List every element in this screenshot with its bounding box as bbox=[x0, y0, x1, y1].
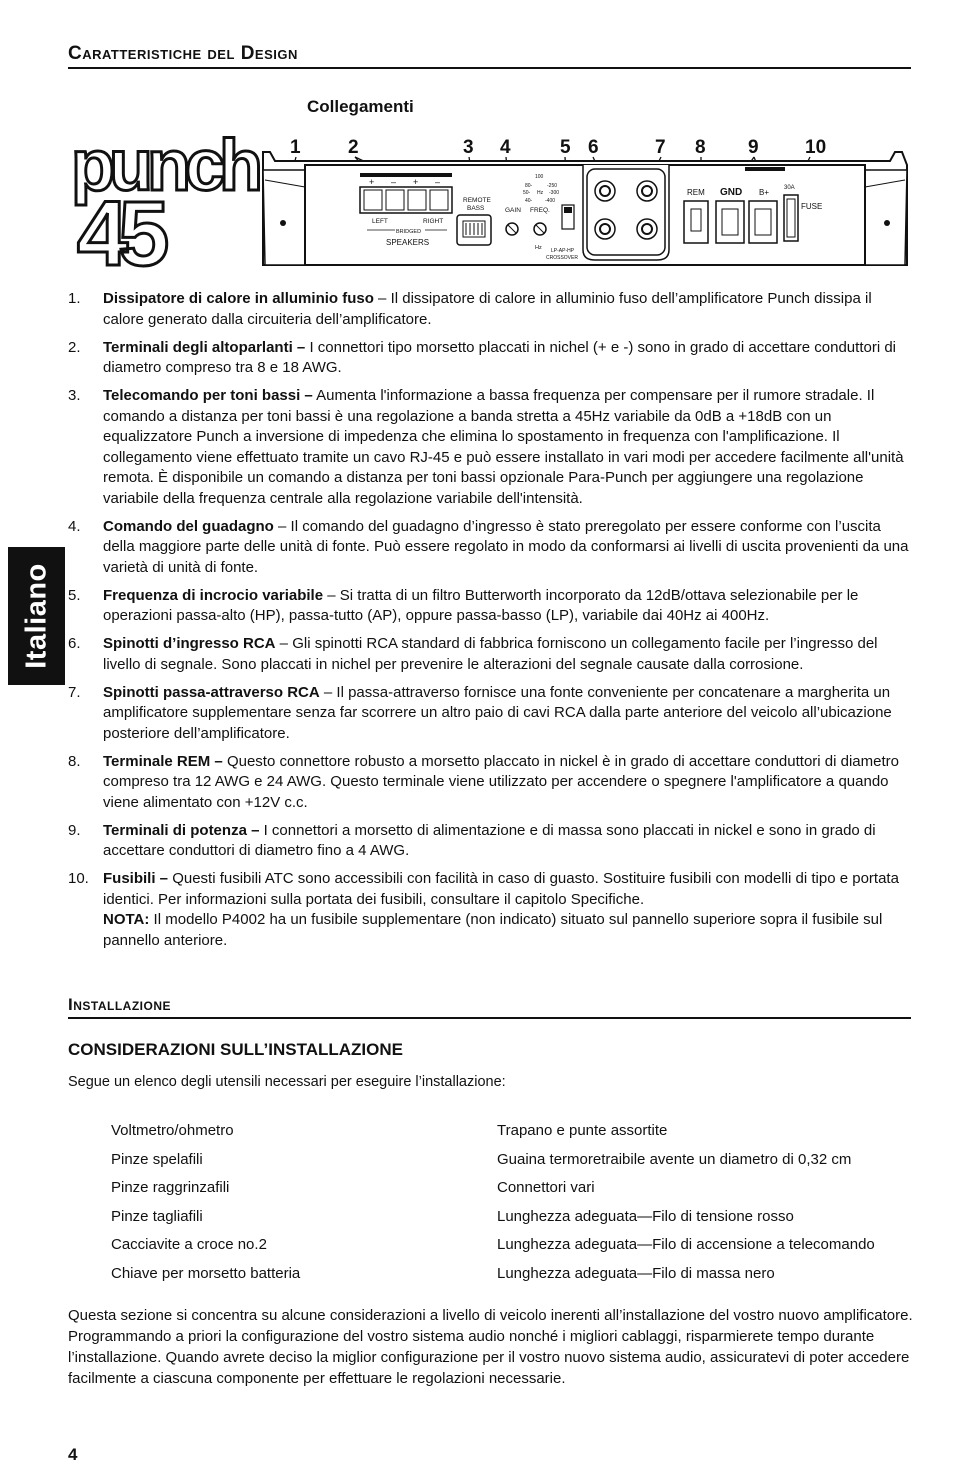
freq-label: FREQ. bbox=[530, 207, 550, 214]
callout-8: 8 bbox=[695, 137, 706, 158]
item-text: Aumenta l'informazione a bassa frequenza per compensare per il rumore stradale. Il comando a distanza per toni bassi è una regolazione a banda stretta a 45Hz variabile da 0dB a +18dB con un equalizzatore Punch a inversione di impedenza che elimina lo spostamento in frequenza con l'amplificazione. Il collegamento viene effettuato tramite un cavo RJ-45 e può essere installato in vari modi per accedere facilmente all'unità remota. È disponibile un comando a distanza per toni bassi opzionale Para-Punch per aggiungere una regolazione variabile della frequenza centrale alla regolazione variabile dell'intensità. bbox=[103, 387, 904, 507]
scale-80: 80- bbox=[525, 183, 533, 189]
callout-5: 5 bbox=[560, 137, 571, 158]
section-header-install bbox=[68, 995, 911, 1019]
tool-item: Lunghezza adeguata—Filo di massa nero bbox=[497, 1264, 775, 1282]
item-number: 10. bbox=[68, 870, 89, 887]
tool-item: Pinze tagliafili bbox=[111, 1207, 203, 1225]
callout-10: 10 bbox=[805, 137, 827, 158]
item-title: Telecomando per toni bassi – bbox=[103, 387, 313, 404]
speakers-label: SPEAKERS bbox=[386, 238, 430, 247]
note-text: Il modello P4002 ha un fusibile supplementare (non indicato) situato sul pannello superiore sopra il fusibile sul pannello anteriore. bbox=[103, 911, 883, 949]
item-title: Comando del guadagno bbox=[103, 517, 274, 535]
section-title: Caratteristiche del Design bbox=[68, 43, 298, 69]
item-text: Questi fusibili ATC sono accessibili con facilità in caso di guasto. Sostituire fusibili con modelli di tipo e portata identici. Per informazioni sulla portata dei fusibili, consultare il capitolo Specifiche. bbox=[103, 870, 899, 908]
feature-item: 5. Frequenza di incrocio variabile – Si tratta di un filtro Butterworth incorporato da 12dB/ottava selezionabile per le operazioni passa-alto (HP), passa-tutto (AP), oppure passa-basso (LP), variabile dai 40Hz ai 400Hz. bbox=[68, 586, 859, 624]
item-number: 2. bbox=[68, 338, 81, 356]
amplifier-panel-diagram bbox=[65, 125, 915, 275]
feature-item bbox=[68, 338, 913, 379]
feature-list bbox=[68, 289, 913, 959]
item-title: Frequenza di incrocio variabile bbox=[103, 586, 324, 604]
remote-label: REMOTE bbox=[463, 197, 491, 204]
plus-1: + bbox=[369, 177, 375, 187]
right-label: RIGHT bbox=[423, 218, 444, 225]
tools-intro: Segue un elenco degli utensili necessari per eseguire l’installazione: bbox=[68, 1074, 506, 1090]
item-number: 7. bbox=[68, 683, 81, 701]
item-number: 9. bbox=[68, 821, 81, 839]
scale-300: -300 bbox=[549, 190, 560, 196]
tool-item: Lunghezza adeguata—Filo di accensione a telecomando bbox=[497, 1236, 875, 1253]
rem-label: REM bbox=[687, 188, 705, 197]
tool-item: Cacciavite a croce no.2 bbox=[111, 1236, 267, 1253]
item-number: 4. bbox=[68, 517, 81, 535]
feature-item bbox=[68, 386, 913, 509]
feature-item bbox=[68, 869, 913, 951]
item-number: 6. bbox=[68, 635, 81, 652]
item-number: 1. bbox=[68, 290, 81, 307]
scale-400: -400 bbox=[545, 198, 556, 204]
plus-2: + bbox=[413, 177, 419, 187]
crossover-mode: LP-AP-HP bbox=[551, 248, 575, 254]
item-text: Il dissipatore di calore in alluminio fuso dell’amplificatore Punch dissipa il calore generato dalla circuiteria dell’amplificatore. bbox=[103, 290, 872, 328]
item-title: Spinotti passa-attraverso RCA bbox=[103, 683, 320, 701]
gnd-label: GND bbox=[720, 187, 743, 198]
tool-item: Trapano e punte assortite bbox=[497, 1122, 668, 1139]
tools-list-left bbox=[111, 1117, 300, 1288]
callout-9: 9 bbox=[748, 137, 759, 158]
callout-1: 1 bbox=[290, 137, 301, 158]
item-text: I connettori a morsetto di alimentazione e di massa sono placcati in nickel e sono in grado di accettare conduttori di diametro fino a 4 AWG. bbox=[103, 821, 876, 859]
hz-top: Hz bbox=[537, 190, 544, 196]
rca-jacks bbox=[583, 165, 669, 260]
fuse-rating: 30A bbox=[784, 185, 795, 191]
page-number: 4 bbox=[68, 1445, 78, 1464]
callout-7: 7 bbox=[655, 137, 666, 158]
callout-4: 4 bbox=[500, 137, 511, 158]
item-number: 5. bbox=[68, 586, 81, 604]
tool-item: Voltmetro/ohmetro bbox=[111, 1122, 234, 1139]
tool-item: Guaina termoretraibile avente un diametro di 0,32 cm bbox=[497, 1150, 852, 1168]
item-text: Si tratta di un filtro Butterworth incorporato da 12dB/ottava selezionabile per le operazioni passa-alto (HP), passa-tutto (AP), oppure passa-basso (LP), variabile dai 40Hz ai 400Hz. bbox=[103, 586, 859, 624]
section-header-design bbox=[68, 43, 911, 69]
tool-item: Connettori vari bbox=[497, 1179, 595, 1196]
callout-2: 2 bbox=[348, 137, 359, 158]
scale-50: 50- bbox=[523, 190, 531, 196]
minus-2: – bbox=[435, 177, 441, 187]
feature-item: 7. Spinotti passa-attraverso RCA – Il passa-attraverso fornisce una fonte conveniente per concatenare a margherita un amplificatore supplementare senza far scorrere un altro paio di cavi RCA dalla parte anteriore del veicolo all’ubicazione posteriore dell’amplificatore. bbox=[68, 683, 892, 742]
item-text: Il comando del guadagno d’ingresso è stato preregolato per essere conforme con l’uscita della maggiore parte delle unità di fonte. Può essere regolato in modo da conformarsi ai livelli di uscita provenienti da una varietà di unità di fonte. bbox=[103, 517, 909, 576]
left-label: LEFT bbox=[372, 218, 388, 225]
bass-label: BASS bbox=[467, 205, 485, 212]
feature-item: 6. Spinotti d’ingresso RCA – Gli spinotti RCA standard di fabbrica forniscono un collegamento facile per l’ingresso del livello di segnale. Sono placcati in nichel per prevenire le alterazioni del segnale causate dalla corrosione. bbox=[68, 635, 878, 673]
tool-item: Chiave per morsetto batteria bbox=[111, 1264, 301, 1282]
logo-number: 45 bbox=[77, 183, 160, 275]
item-text: Il passa-attraverso fornisce una fonte conveniente per concatenare a margherita un amplificatore supplementare senza far scorrere un altro paio di cavi RCA dalla parte anteriore del veicolo all’ubicazione posteriore dell’amplificatore. bbox=[103, 683, 892, 742]
language-tab-label: Italiano bbox=[20, 563, 52, 669]
item-number: 8. bbox=[68, 752, 81, 770]
scale-100: 100 bbox=[535, 174, 544, 180]
bplus-label: B+ bbox=[759, 188, 770, 197]
logo-word: punch bbox=[71, 126, 257, 206]
tool-item: Lunghezza adeguata—Filo di tensione rosso bbox=[497, 1207, 794, 1225]
callout-3: 3 bbox=[463, 137, 474, 158]
crossover-label: CROSSOVER bbox=[546, 255, 578, 261]
bridged-label: BRIDGED bbox=[396, 229, 422, 235]
feature-item: 4. Comando del guadagno – Il comando del guadagno d’ingresso è stato preregolato per essere conforme con l’uscita della maggiore parte delle unità di fonte. Può essere regolato in modo da conformarsi ai livelli di uscita provenienti da una varietà di unità di fonte. bbox=[68, 517, 909, 576]
punch-logo bbox=[71, 126, 259, 275]
item-title: Fusibili – bbox=[103, 870, 169, 887]
callout-6: 6 bbox=[588, 137, 599, 158]
item-title: Terminali di potenza – bbox=[103, 821, 260, 839]
item-number: 3. bbox=[68, 387, 81, 404]
fuse-label: FUSE bbox=[801, 202, 823, 211]
scale-40: 40- bbox=[525, 198, 533, 204]
item-text: I connettori tipo morsetto placcati in nichel (+ e -) sono in grado di accettare conduttori di diametro compreso tra 8 e 18 AWG. bbox=[103, 338, 896, 376]
note-label: NOTA: bbox=[103, 911, 150, 928]
tools-list-right bbox=[497, 1117, 875, 1288]
hz-bottom: Hz bbox=[535, 245, 542, 251]
item-title: Terminale REM – bbox=[103, 752, 223, 770]
item-title: Spinotti d’ingresso RCA bbox=[103, 635, 276, 652]
install-subtitle: CONSIDERAZIONI SULL’INSTALLAZIONE bbox=[68, 1040, 403, 1059]
install-paragraph: Questa sezione si concentra su alcune considerazioni a livello di veicolo inerenti all’installazione del vostro nuovo amplificatore. Programmando a priori la configurazione del vostro sistema audio nonché i migliori cablaggi, risparmierete tempo durante l’installazione. Quando avrete deciso la miglior configurazione per il vostro nuovo sistema audio, assicuratevi di poter accedere facilmente a ciascuna componente per effettuare le regolazioni necessarie. bbox=[68, 1307, 913, 1387]
gain-label: GAIN bbox=[505, 207, 521, 214]
connections-title: Collegamenti bbox=[307, 97, 414, 116]
feature-item bbox=[68, 821, 913, 862]
language-tab bbox=[8, 547, 65, 685]
minus-1: – bbox=[391, 177, 397, 187]
scale-250: -250 bbox=[547, 183, 558, 189]
item-text: Questo connettore robusto a morsetto placcato in nickel è in grado di accettare conduttori di diametro compreso tra 12 AWG e 24 AWG. Questo terminale viene utilizzato per accendere o spegnere l'amplificatore a quando viene alimentato con +12V c.c. bbox=[103, 752, 899, 811]
item-title: Dissipatore di calore in alluminio fuso bbox=[103, 290, 374, 307]
section-title: Installazione bbox=[68, 995, 171, 1019]
item-text: Gli spinotti RCA standard di fabbrica forniscono un collegamento facile per l’ingresso del livello di segnale. Sono placcati in nichel per prevenire le alterazioni del segnale causate dalla corrosione. bbox=[103, 635, 878, 673]
tool-item: Pinze spelafili bbox=[111, 1150, 203, 1168]
item-title: Terminali degli altoparlanti – bbox=[103, 338, 306, 356]
feature-item bbox=[68, 752, 913, 814]
tool-item: Pinze raggrinzafili bbox=[111, 1179, 230, 1196]
feature-item: 1. Dissipatore di calore in alluminio fuso – Il dissipatore di calore in alluminio fuso dell’amplificatore Punch dissipa il calore generato dalla circuiteria dell’amplificatore. bbox=[68, 290, 872, 328]
